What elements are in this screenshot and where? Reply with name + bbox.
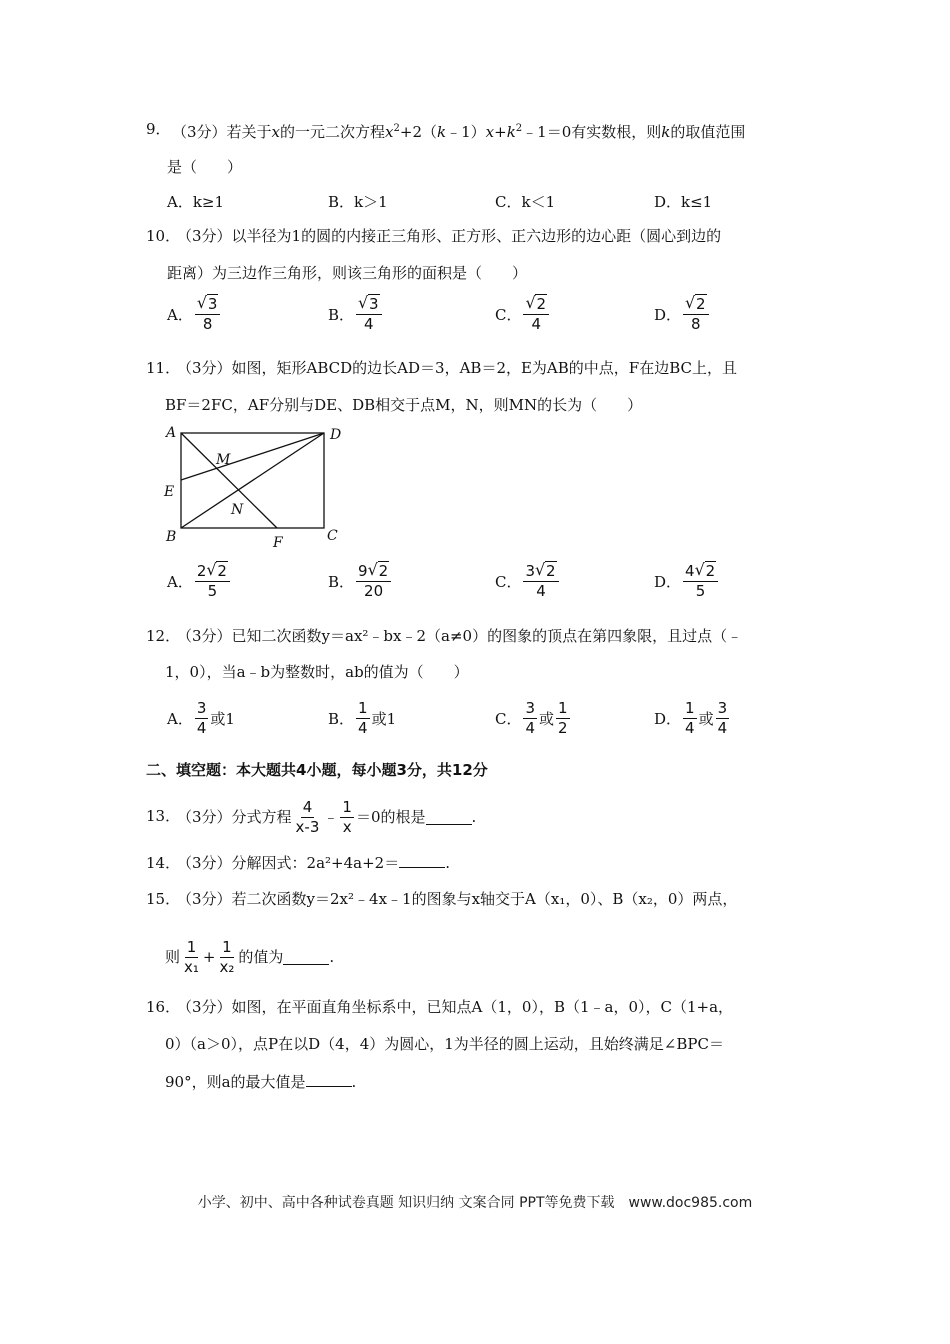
q16-answer-blank[interactable] (306, 1072, 352, 1087)
q10-option-b[interactable]: B． √ $\frac{3}{4}$ (328, 296, 384, 333)
q10-option-c[interactable]: C． √ $\frac{2}{4}$ (495, 296, 551, 333)
q11-option-d[interactable]: D． $\frac{4√ 2}{5}$ (654, 563, 720, 600)
line-de (181, 433, 324, 480)
q12-option-a[interactable]: A． $\frac{3}{4}$ 或1 (167, 699, 235, 737)
q11-option-c[interactable]: C． $\frac{3√ 2}{4}$ (495, 563, 561, 600)
q12-stem-line1: （3分）已知二次函数y＝ax²﹣bx﹣2（a≠0）的图象的顶点在第四象限，且过点（﹣ (177, 627, 743, 645)
q16-line2: 0）（a＞0），点P在以D（4，4）为圆心，1为半径的圆上运动，且始终满足∠BPC＝ (165, 1035, 724, 1053)
q12-option-c[interactable]: C． $\frac{3}{4}$ 或 $\frac{1}{2}$ (495, 699, 568, 737)
q14-answer-blank[interactable] (399, 853, 445, 868)
q12-number: 12． (146, 627, 181, 645)
label-b: B (166, 529, 177, 545)
page-footer: 小学、初中、高中各种试卷真题 知识归纳 文案合同 PPT等免费下载 www.doc985.com (197, 1195, 753, 1211)
q9-stem-line1: （3分）若关于x的一元二次方程$x^2+2(k﹣1)x+k^2﹣1=0$有实数根，则k的取值范围 (172, 123, 746, 141)
q10-option-d[interactable]: D． √ $\frac{2}{8}$ (654, 296, 711, 333)
q9-line2: 是（ ） (167, 158, 243, 176)
line-db (181, 433, 324, 528)
q10-option-a[interactable]: A． √ $\frac{3}{8}$ (167, 296, 222, 333)
section-heading-fill-in: 二、填空题：本大题共4小题，每小题3分，共12分 (146, 761, 488, 779)
q11-stem-line1: （3分）如图，矩形ABCD的边长AD＝3，AB＝2，E为AB的中点，F在边BC上，且 (177, 359, 737, 377)
q10-number: 10． (146, 227, 181, 245)
q13-answer-blank[interactable] (426, 810, 472, 825)
q10-line2: 距离）为三边作三角形，则该三角形的面积是（ ） (167, 264, 528, 282)
q16-stem-line1: （3分）如图，在平面直角坐标系中，已知点A（1，0），B（1﹣a，0），C（1+a， (177, 998, 734, 1016)
q9-option-b[interactable]: B．k＞1 (328, 193, 388, 211)
q12-line2: 1，0），当a﹣b为整数时，ab的值为（ ） (165, 663, 469, 681)
q16-line3: 90°，则a的最大值是 . (165, 1073, 357, 1091)
q11-option-a[interactable]: A． $\frac{2√ 2}{5}$ (167, 563, 232, 600)
label-m: M (216, 452, 231, 468)
q12-option-d[interactable]: D． $\frac{1}{4}$ 或 $\frac{3}{4}$ (654, 699, 728, 737)
q9-number: 9． (146, 120, 171, 138)
q13-number: 13． (146, 807, 181, 825)
q15-stem-line1: （3分）若二次函数y＝2x²﹣4x﹣1的图象与x轴交于A（x₁，0）、B（x₂，0）两点， (177, 890, 738, 908)
label-e: E (164, 484, 175, 500)
q9-option-a[interactable]: A．k≥1 (167, 193, 225, 211)
q9-option-d[interactable]: D．k≤1 (654, 193, 713, 211)
q16-number: 16． (146, 998, 181, 1016)
q13-stem: （3分）分式方程 $\frac{4}{x-3}$ ﹣ $\frac{1}{x}$ ＝0的根是 . (177, 797, 477, 836)
q15-number: 15． (146, 890, 181, 908)
q14-number: 14． (146, 854, 181, 872)
label-f: F (273, 535, 283, 550)
label-c: C (327, 528, 338, 544)
q11-figure (160, 420, 360, 550)
q12-option-b[interactable]: B． $\frac{1}{4}$ 或1 (328, 699, 397, 737)
q11-line2: BF＝2FC，AF分别与DE、DB相交于点M，N，则MN的长为（ ） (165, 396, 643, 414)
label-d: D (330, 427, 342, 443)
label-n: N (231, 502, 244, 518)
q15-line2: 则 $\frac{1}{\text{x₁}}$ + $\frac{1}{\text{x₂}}$ 的值为 . (165, 937, 335, 976)
q10-stem-line1: （3分）以半径为1的圆的内接正三角形、正方形、正六边形的边心距（圆心到边的 (177, 227, 722, 245)
label-a: A (166, 425, 177, 441)
q11-option-b[interactable]: B． $\frac{9√ 2}{20}$ (328, 563, 393, 600)
q14-stem: （3分）分解因式：2a²+4a+2＝ . (177, 854, 450, 872)
line-af (181, 433, 277, 528)
q9-option-c[interactable]: C．k＜1 (495, 193, 556, 211)
q11-number: 11． (146, 359, 181, 377)
q15-answer-blank[interactable] (283, 950, 329, 965)
